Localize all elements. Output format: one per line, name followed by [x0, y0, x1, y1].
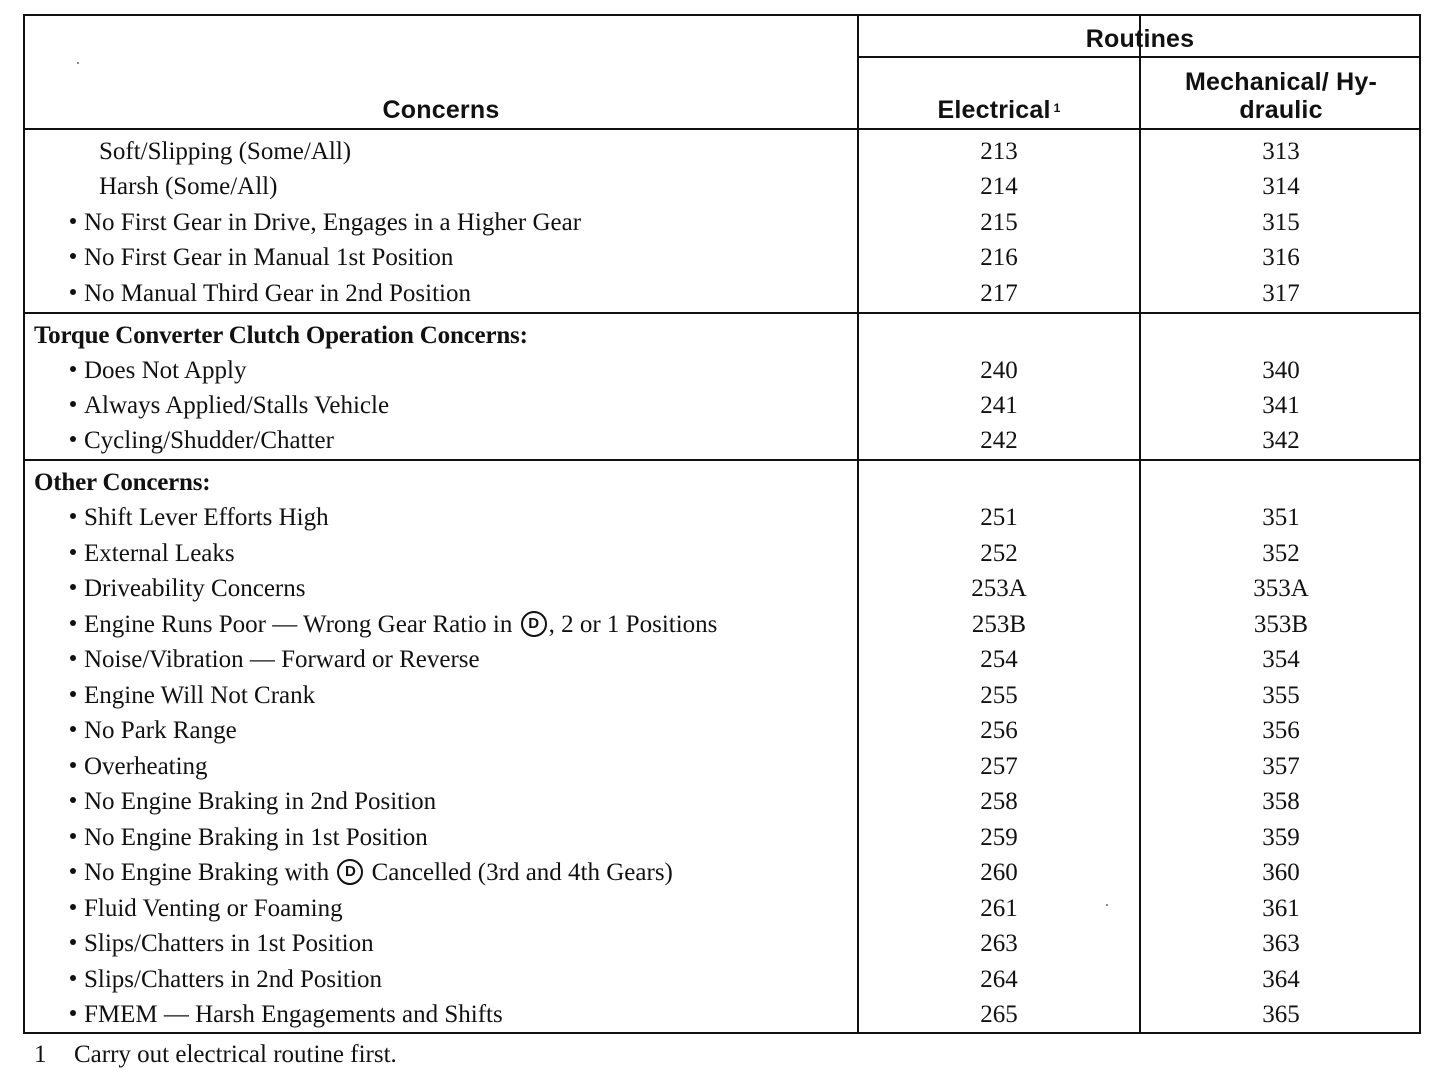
header-mechanical-line2: draulic [1239, 96, 1323, 124]
mechanical-routine: 356 [1262, 717, 1300, 744]
concern-text: Slips/Chatters in 2nd Position [84, 966, 382, 993]
bullet-icon [70, 655, 76, 661]
mechanical-routine: 355 [1262, 682, 1300, 709]
table-row [25, 276, 1419, 311]
table-row [25, 855, 1419, 890]
header-electrical-label: Electrical [937, 96, 1051, 124]
header-concerns: Concerns [382, 96, 500, 124]
table-row [25, 423, 1419, 458]
concern-text: Shift Lever Efforts High [84, 504, 329, 531]
electrical-routine: 255 [980, 682, 1018, 709]
concern-cell [70, 855, 673, 890]
mechanical-routine: 316 [1262, 244, 1300, 271]
table-row [25, 784, 1419, 819]
electrical-routine: 215 [980, 209, 1018, 236]
bullet-icon [70, 868, 76, 874]
mechanical-routine: 351 [1262, 504, 1300, 531]
bullet-icon [70, 975, 76, 981]
bullet-icon [70, 939, 76, 945]
concern-cell [70, 642, 480, 677]
electrical-routine: 253B [971, 611, 1027, 638]
mechanical-routine: 353A [1253, 575, 1309, 602]
table-row [25, 678, 1419, 713]
footnote-number: 1 [34, 1041, 47, 1068]
concern-text: No First Gear in Manual 1st Position [84, 244, 454, 271]
concern-cell [70, 571, 305, 606]
header-routines-divider [857, 56, 1419, 58]
circled-d-icon [521, 611, 547, 637]
electrical-routine: 265 [980, 1001, 1018, 1028]
electrical-routine: 240 [980, 357, 1018, 384]
footnote-text: Carry out electrical routine first. [74, 1041, 397, 1068]
concern-cell [70, 820, 428, 855]
concern-text: Overheating [84, 753, 208, 780]
concern-text: External Leaks [84, 540, 235, 567]
table-row [25, 240, 1419, 275]
electrical-routine: 257 [980, 753, 1018, 780]
footnote [34, 1040, 397, 1070]
concern-cell [70, 749, 208, 784]
concern-text: No Manual Third Gear in 2nd Position [84, 280, 471, 307]
table-row [25, 388, 1419, 423]
mechanical-routine: 361 [1262, 895, 1300, 922]
section-title-other: Other Concerns: [34, 469, 211, 496]
electrical-routine: 256 [980, 717, 1018, 744]
concern-cell [70, 784, 436, 819]
concern-text: No Engine Braking in 1st Position [84, 824, 428, 851]
footnote-mark: 1 [1053, 101, 1061, 115]
mechanical-routine: 358 [1262, 788, 1300, 815]
table-row [25, 536, 1419, 571]
concern-cell [70, 536, 235, 571]
table-row [25, 642, 1419, 677]
bullet-icon [70, 289, 76, 295]
concern-cell [70, 962, 382, 997]
table-row [25, 997, 1419, 1032]
mechanical-routine: 317 [1262, 280, 1300, 307]
table-row [25, 353, 1419, 388]
bullet-icon [70, 797, 76, 803]
concern-cell [70, 276, 471, 311]
mechanical-routine: 357 [1262, 753, 1300, 780]
header-routines: Routines [1085, 25, 1195, 53]
concern-text-before: No Engine Braking with [84, 859, 330, 886]
bullet-icon [70, 904, 76, 910]
concern-text: FMEM — Harsh Engagements and Shifts [84, 1001, 503, 1028]
concern-cell [70, 678, 315, 713]
table-row [25, 891, 1419, 926]
concern-text: Soft/Slipping (Some/All) [99, 138, 352, 165]
concern-cell [70, 388, 389, 423]
concern-text: Noise/Vibration — Forward or Reverse [84, 646, 480, 673]
mechanical-routine: 360 [1262, 859, 1300, 886]
concern-text: Fluid Venting or Foaming [84, 895, 343, 922]
scan-speck [1106, 904, 1108, 906]
concern-text: Always Applied/Stalls Vehicle [84, 392, 390, 419]
bullet-icon [70, 401, 76, 407]
concern-text: Slips/Chatters in 1st Position [84, 930, 374, 957]
bullet-icon [70, 549, 76, 555]
bullet-icon [70, 833, 76, 839]
mechanical-routine: 340 [1262, 357, 1300, 384]
concern-cell [70, 500, 329, 535]
mechanical-routine: 364 [1262, 966, 1300, 993]
concern-text-after: , 2 or 1 Positions [548, 611, 718, 638]
electrical-routine: 251 [980, 504, 1018, 531]
concern-text-after: Cancelled (3rd and 4th Gears) [371, 859, 673, 886]
concern-cell [70, 607, 717, 642]
section-title-tcc: Torque Converter Clutch Operation Concerns: [34, 322, 528, 349]
table-row [25, 169, 1419, 204]
bullet-icon [70, 436, 76, 442]
mechanical-routine: 359 [1262, 824, 1300, 851]
bullet-icon [70, 691, 76, 697]
electrical-routine: 258 [980, 788, 1018, 815]
concern-text: No First Gear in Drive, Engages in a Higher Gear [84, 209, 582, 236]
header-electrical [859, 96, 1139, 124]
concern-cell [70, 926, 374, 961]
header-bottom-rule [25, 128, 1419, 130]
electrical-routine: 254 [980, 646, 1018, 673]
concern-text: No Engine Braking in 2nd Position [84, 788, 437, 815]
section-divider [25, 459, 1419, 461]
bullet-icon [70, 218, 76, 224]
electrical-routine: 264 [980, 966, 1018, 993]
concern-text: Does Not Apply [84, 357, 247, 384]
electrical-routine: 252 [980, 540, 1018, 567]
concern-cell [70, 997, 503, 1032]
table-row [25, 820, 1419, 855]
table-row [25, 962, 1419, 997]
circled-d-icon [337, 859, 363, 885]
table-row [25, 500, 1419, 535]
electrical-routine: 259 [980, 824, 1018, 851]
table-row [25, 926, 1419, 961]
mechanical-routine: 315 [1262, 209, 1300, 236]
routines-table [23, 14, 1421, 1034]
mechanical-routine: 365 [1262, 1001, 1300, 1028]
electrical-routine: 260 [980, 859, 1018, 886]
mechanical-routine: 353B [1253, 611, 1309, 638]
mechanical-routine: 352 [1262, 540, 1300, 567]
concern-text: Cycling/Shudder/Chatter [84, 427, 334, 454]
concern-cell [70, 423, 334, 458]
header-mechanical-line1: Mechanical/ Hy- [1185, 68, 1377, 96]
bullet-icon [70, 584, 76, 590]
header-mechanical [1141, 68, 1421, 124]
table-row [25, 607, 1419, 642]
concern-text: No Park Range [84, 717, 237, 744]
concern-cell [70, 205, 581, 240]
mechanical-routine: 342 [1262, 427, 1300, 454]
bullet-icon [70, 1010, 76, 1016]
concern-text-before: Engine Runs Poor — Wrong Gear Ratio in [84, 611, 513, 638]
concern-text: Harsh (Some/All) [99, 173, 278, 200]
electrical-routine: 261 [980, 895, 1018, 922]
table-row [25, 134, 1419, 169]
concern-cell [70, 240, 453, 275]
bullet-icon [70, 762, 76, 768]
mechanical-routine: 313 [1262, 138, 1300, 165]
scan-speck [77, 62, 79, 64]
mechanical-routine: 341 [1262, 392, 1300, 419]
bullet-icon [70, 620, 76, 626]
mechanical-routine: 363 [1262, 930, 1300, 957]
section-divider [25, 312, 1419, 314]
concern-cell [70, 891, 343, 926]
electrical-routine: 253A [971, 575, 1027, 602]
electrical-routine: 213 [980, 138, 1018, 165]
electrical-routine: 217 [980, 280, 1018, 307]
table-row [25, 713, 1419, 748]
concern-cell [70, 353, 247, 388]
electrical-routine: 216 [980, 244, 1018, 271]
electrical-routine: 214 [980, 173, 1018, 200]
bullet-icon [70, 253, 76, 259]
bullet-icon [70, 366, 76, 372]
table-row [25, 205, 1419, 240]
table-row [25, 571, 1419, 606]
concern-text: Driveability Concerns [84, 575, 306, 602]
electrical-routine: 263 [980, 930, 1018, 957]
mechanical-routine: 354 [1262, 646, 1300, 673]
mechanical-routine: 314 [1262, 173, 1300, 200]
electrical-routine: 242 [980, 427, 1018, 454]
concern-text: Engine Will Not Crank [84, 682, 316, 709]
bullet-icon [70, 726, 76, 732]
concern-cell [70, 713, 237, 748]
table-row [25, 749, 1419, 784]
bullet-icon [70, 513, 76, 519]
electrical-routine: 241 [980, 392, 1018, 419]
